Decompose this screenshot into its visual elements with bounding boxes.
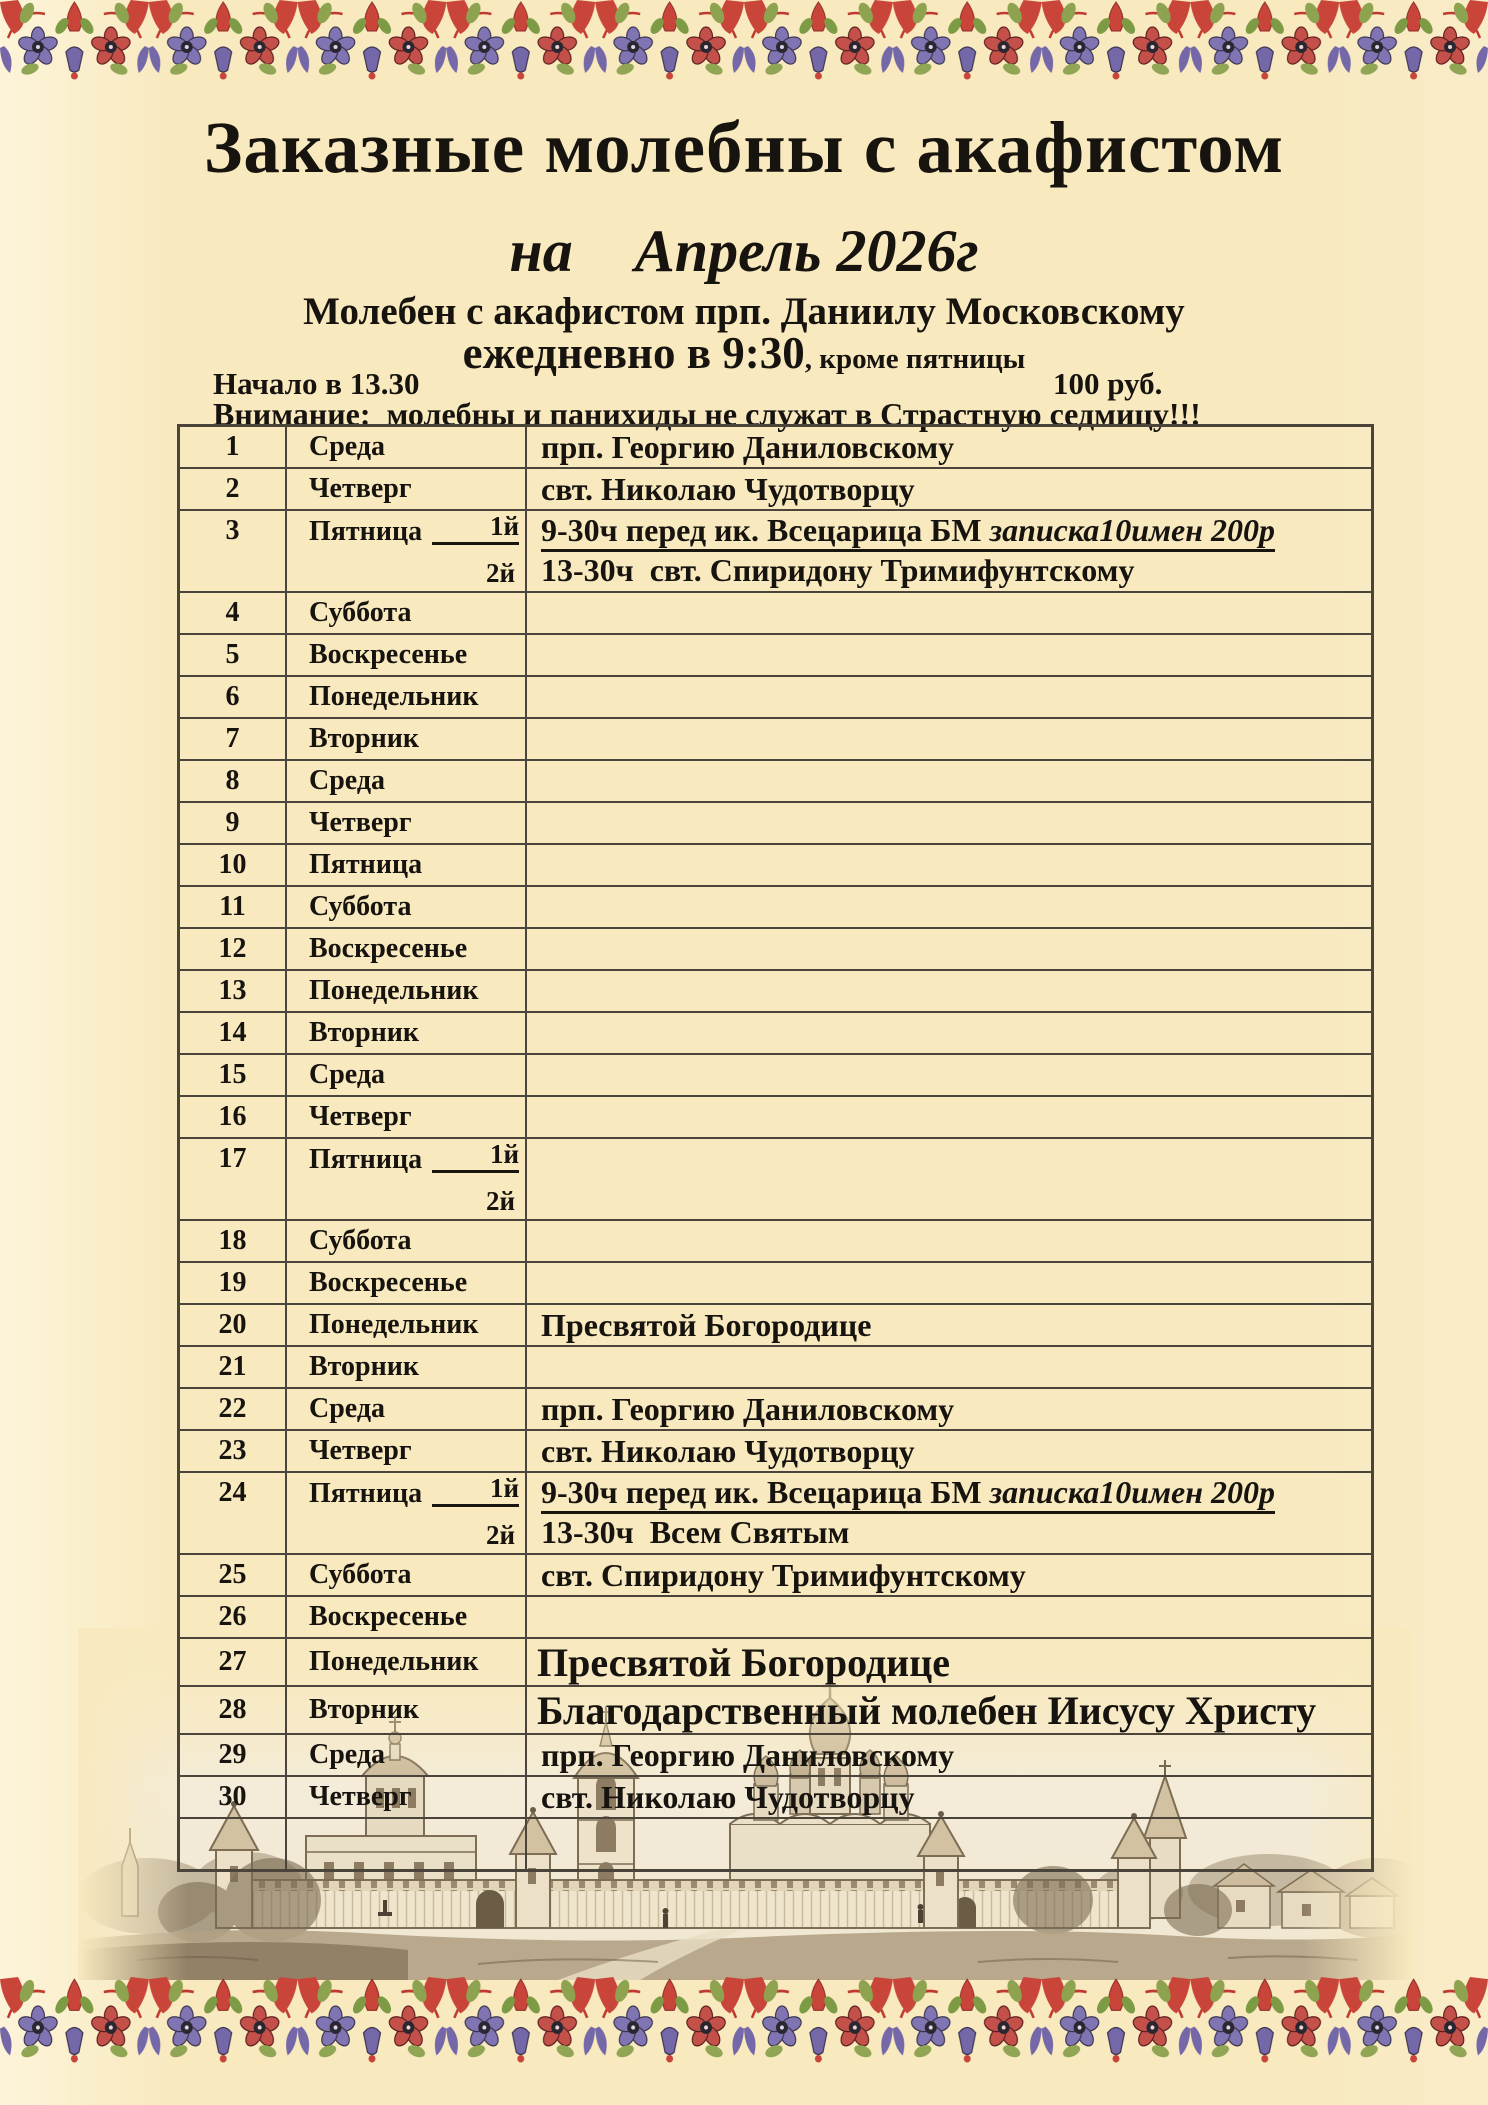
cell-service xyxy=(527,635,1371,675)
day-slot-line xyxy=(309,1179,525,1219)
cell-day: Понедельник xyxy=(287,1639,527,1685)
slot-label: 2й xyxy=(485,558,515,588)
slot-label: 2й xyxy=(485,1520,515,1550)
cell-service: свт. Спиридону Тримифунтскому xyxy=(541,1556,1026,1593)
table-row xyxy=(180,803,1371,845)
cell-number: 29 xyxy=(180,1735,287,1775)
table-row xyxy=(180,1639,1371,1687)
table-row xyxy=(180,1263,1371,1305)
cell-service xyxy=(527,1055,1371,1095)
table-row xyxy=(180,845,1371,887)
cell-service xyxy=(527,845,1371,885)
cell-number: 2 xyxy=(180,469,287,509)
cell-service: прп. Георгию Даниловскому xyxy=(541,428,955,465)
cell-service xyxy=(527,511,1371,591)
cell-day: Среда xyxy=(287,1735,527,1775)
cell-service xyxy=(527,677,1371,717)
cell-number: 30 xyxy=(180,1777,287,1817)
cell-day xyxy=(287,1139,527,1219)
slot-text xyxy=(541,1474,1275,1514)
cell-day: Вторник xyxy=(287,1347,527,1387)
cell-service xyxy=(527,1097,1371,1137)
cell-service xyxy=(527,1819,1371,1869)
daily-time: ежедневно в 9:30 xyxy=(462,328,805,378)
cell-number: 20 xyxy=(180,1305,287,1345)
cell-service xyxy=(527,1013,1371,1053)
slot-service-line xyxy=(541,1179,1371,1219)
cell-day: Среда xyxy=(287,427,527,467)
cell-number: 8 xyxy=(180,761,287,801)
bottom-ornament-border xyxy=(0,1977,1488,2063)
table-row xyxy=(180,1597,1371,1639)
table-row xyxy=(180,1555,1371,1597)
cell-service xyxy=(527,1597,1371,1637)
cell-number: 24 xyxy=(180,1473,287,1553)
cell-number: 28 xyxy=(180,1687,287,1733)
cell-day: Пятница xyxy=(287,845,527,885)
cell-service: свт. Николаю Чудотворцу xyxy=(541,470,915,507)
table-row xyxy=(180,1097,1371,1139)
day-label: Пятница xyxy=(309,1478,423,1509)
table-row xyxy=(180,511,1371,593)
warning-note: Внимание: молебны и панихиды не служат в Страстную седмицу!!! xyxy=(213,396,1201,432)
cell-day xyxy=(287,511,527,591)
cell-service xyxy=(527,1221,1371,1261)
cell-day: Четверг xyxy=(287,469,527,509)
cell-day: Вторник xyxy=(287,1013,527,1053)
slot-text-main: 13-30ч Всем Святым xyxy=(541,1514,850,1550)
cell-day: Среда xyxy=(287,761,527,801)
cell-number: 21 xyxy=(180,1347,287,1387)
cell-service xyxy=(527,971,1371,1011)
cell-number: 1 xyxy=(180,427,287,467)
cell-service xyxy=(527,593,1371,633)
service-description: Молебен с акафистом прп. Даниилу Московскому xyxy=(303,290,1185,333)
cell-day: Среда xyxy=(287,1389,527,1429)
cell-number: 7 xyxy=(180,719,287,759)
cell-day: Четверг xyxy=(287,1777,527,1817)
day-slot-line xyxy=(309,1513,525,1553)
slot-service-line xyxy=(541,551,1371,591)
table-row xyxy=(180,1777,1371,1819)
day-label: Пятница xyxy=(309,516,423,547)
cell-service: Пресвятой Богородице xyxy=(537,1639,951,1685)
cell-number: 6 xyxy=(180,677,287,717)
cell-number: 22 xyxy=(180,1389,287,1429)
subtitle-prefix: на xyxy=(509,218,573,284)
cell-day: Воскресенье xyxy=(287,1597,527,1637)
table-row xyxy=(180,1347,1371,1389)
cell-number: 15 xyxy=(180,1055,287,1095)
slot-service-line xyxy=(541,1139,1371,1179)
cell-number: 14 xyxy=(180,1013,287,1053)
cell-service: Пресвятой Богородице xyxy=(541,1306,872,1343)
cell-number: 19 xyxy=(180,1263,287,1303)
table-row xyxy=(180,427,1371,469)
cell-day: Четверг xyxy=(287,1431,527,1471)
cell-day: Понедельник xyxy=(287,677,527,717)
slot-service-line xyxy=(541,1473,1371,1513)
cell-service xyxy=(527,1347,1371,1387)
daily-time-note: , кроме пятницы xyxy=(804,343,1026,375)
cell-service xyxy=(527,719,1371,759)
cell-number: 5 xyxy=(180,635,287,675)
slot-note: записка10имен 200р xyxy=(989,1474,1275,1510)
page-title: Заказные молебны с акафистом xyxy=(203,107,1285,188)
cell-service: Благодарственный молебен Иисусу Христу xyxy=(537,1687,1317,1733)
cell-number xyxy=(180,1819,287,1869)
table-row xyxy=(180,719,1371,761)
table-row xyxy=(180,1013,1371,1055)
day-label: Пятница xyxy=(309,1144,423,1175)
subtitle xyxy=(0,220,1488,283)
cell-day: Суббота xyxy=(287,887,527,927)
slot-text xyxy=(541,512,1275,552)
table-row xyxy=(180,1305,1371,1347)
slot-text-main: 9-30ч перед ик. Всецарица БМ xyxy=(541,512,990,548)
cell-day: Среда xyxy=(287,1055,527,1095)
table-row xyxy=(180,1221,1371,1263)
table-row xyxy=(180,1687,1371,1735)
cell-day: Суббота xyxy=(287,1555,527,1595)
cell-service xyxy=(527,761,1371,801)
slot-label: 2й xyxy=(485,1186,515,1216)
cell-day: Суббота xyxy=(287,593,527,633)
table-row xyxy=(180,761,1371,803)
cell-service: прп. Георгию Даниловскому xyxy=(541,1736,955,1773)
price-note: 100 руб. xyxy=(1053,366,1163,401)
subtitle-month: Апрель 2026г xyxy=(634,218,979,284)
cell-number: 26 xyxy=(180,1597,287,1637)
cell-day xyxy=(287,1819,527,1869)
cell-number: 16 xyxy=(180,1097,287,1137)
cell-service xyxy=(527,1139,1371,1219)
slot-text xyxy=(541,1514,849,1550)
table-row xyxy=(180,469,1371,511)
cell-number: 23 xyxy=(180,1431,287,1471)
cell-day: Воскресенье xyxy=(287,1263,527,1303)
table-row xyxy=(180,1389,1371,1431)
slot-service-line xyxy=(541,511,1371,551)
day-slot-line xyxy=(309,551,525,591)
cell-number: 4 xyxy=(180,593,287,633)
slot-service-line xyxy=(541,1513,1371,1553)
day-slot-line xyxy=(309,1473,525,1513)
cell-service xyxy=(527,1263,1371,1303)
cell-day: Воскресенье xyxy=(287,929,527,969)
slot-label: 1й xyxy=(489,1473,519,1503)
table-row xyxy=(180,635,1371,677)
cell-service: свт. Николаю Чудотворцу xyxy=(541,1778,915,1815)
table-row xyxy=(180,887,1371,929)
slot-label: 1й xyxy=(489,1139,519,1169)
cell-number: 10 xyxy=(180,845,287,885)
cell-number: 17 xyxy=(180,1139,287,1219)
slot-underline xyxy=(432,508,519,545)
table-row xyxy=(180,971,1371,1013)
cell-service xyxy=(527,803,1371,843)
cell-day: Вторник xyxy=(287,1687,527,1733)
cell-day: Понедельник xyxy=(287,1305,527,1345)
table-row xyxy=(180,593,1371,635)
cell-number: 9 xyxy=(180,803,287,843)
slot-text-main: 9-30ч перед ик. Всецарица БМ xyxy=(541,1474,990,1510)
cell-number: 25 xyxy=(180,1555,287,1595)
cell-service xyxy=(527,929,1371,969)
table-row xyxy=(180,1473,1371,1555)
cell-number: 27 xyxy=(180,1639,287,1685)
table-row xyxy=(180,1735,1371,1777)
start-time-note: Начало в 13.30 xyxy=(213,366,420,401)
table-row xyxy=(180,1139,1371,1221)
cell-number: 13 xyxy=(180,971,287,1011)
cell-service: свт. Николаю Чудотворцу xyxy=(541,1432,915,1469)
table-row xyxy=(180,1431,1371,1473)
cell-day: Четверг xyxy=(287,1097,527,1137)
cell-day xyxy=(287,1473,527,1553)
cell-number: 12 xyxy=(180,929,287,969)
day-slot-line xyxy=(309,511,525,551)
table-row xyxy=(180,929,1371,971)
table-row xyxy=(180,1055,1371,1097)
slot-underline xyxy=(432,1136,519,1173)
cell-number: 3 xyxy=(180,511,287,591)
cell-day: Понедельник xyxy=(287,971,527,1011)
slot-underline xyxy=(432,1470,519,1507)
schedule-table xyxy=(177,424,1374,1872)
cell-day: Четверг xyxy=(287,803,527,843)
cell-service xyxy=(527,887,1371,927)
slot-text xyxy=(541,552,1134,588)
cell-service xyxy=(527,1473,1371,1553)
slot-label: 1й xyxy=(489,511,519,541)
cell-number: 18 xyxy=(180,1221,287,1261)
cell-service: прп. Георгию Даниловскому xyxy=(541,1390,955,1427)
cell-day: Суббота xyxy=(287,1221,527,1261)
cell-day: Вторник xyxy=(287,719,527,759)
slot-note: записка10имен 200р xyxy=(989,512,1275,548)
table-row xyxy=(180,1819,1371,1869)
cell-day: Воскресенье xyxy=(287,635,527,675)
table-row xyxy=(180,677,1371,719)
slot-text-main: 13-30ч свт. Спиридону Тримифунтскому xyxy=(541,552,1135,588)
cell-number: 11 xyxy=(180,887,287,927)
day-slot-line xyxy=(309,1139,525,1179)
top-ornament-border xyxy=(0,0,1488,80)
